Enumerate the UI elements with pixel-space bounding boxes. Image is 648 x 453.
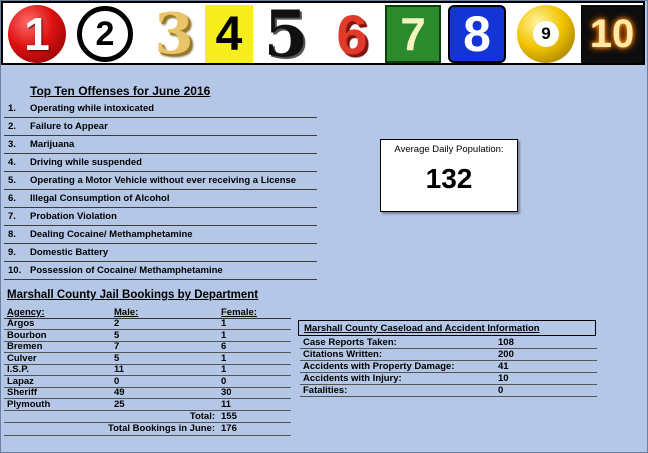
female-header: Female: [221,306,257,318]
table-row: Lapaz 0 0 [4,376,291,388]
table-row: Case Reports Taken: 108 [300,337,597,349]
offense-row: 2. Failure to Appear [4,118,317,136]
offense-row: 8. Dealing Cocaine/ Methamphetamine [4,226,317,244]
caseload-table [300,337,597,397]
table-row: Sheriff 49 30 [4,388,291,400]
offense-row: 4. Driving while suspended [4,154,317,172]
table-row: Bremen 7 6 [4,342,291,354]
number-tile-8: 8 [448,5,506,63]
adp-label: Average Daily Population: [394,144,504,155]
offense-list [4,100,317,280]
table-row: I.S.P. 11 1 [4,365,291,377]
number-tile-9: 9 [515,5,577,63]
offense-row: 3. Marijuana [4,136,317,154]
average-daily-population-box [380,139,518,212]
number-tile-2: 2 [74,5,136,63]
bookings-header-row [4,307,291,319]
total-value: 155 [221,410,237,422]
offense-row: 7. Probation Violation [4,208,317,226]
number-tile-10: 10 [581,5,643,63]
agency-header: Agency: [7,306,45,318]
total-label: Total: [189,410,215,422]
offense-row: 9. Domestic Battery [4,244,317,262]
male-header: Male: [114,306,139,318]
number-banner [1,0,645,72]
number-tile-7: 7 [385,5,441,63]
table-row: Plymouth 25 11 [4,399,291,411]
number-tile-4: 4 [205,5,253,63]
table-row: Fatalities: 0 [300,385,597,397]
adp-value: 132 [425,163,473,194]
table-row: Citations Written: 200 [300,349,597,361]
bookings-table [4,307,291,436]
number-tile-3: 3 [143,5,205,63]
bookings-title: Marshall County Jail Bookings by Department [7,289,259,301]
top-ten-title: Top Ten Offenses for June 2016 [30,84,211,98]
number-tile-5: 5 [263,0,309,72]
caseload-title: Marshall County Caseload and Accident Information [298,320,596,336]
table-row: Accidents with Injury: 10 [300,373,597,385]
offense-row: 10. Possession of Cocaine/ Methamphetamine [4,262,317,280]
offense-row: 6. Illegal Consumption of Alcohol [4,190,317,208]
table-row: Bourbon 5 1 [4,330,291,342]
june-total-label: Total Bookings in June: [108,423,215,435]
june-total-value: 176 [221,423,237,435]
offense-row: 5. Operating a Motor Vehicle without ever receiving a License [4,172,317,190]
number-tile-1: 1 [6,5,68,63]
number-tile-6: 6 [336,2,368,66]
table-row: Argos 2 1 [4,319,291,331]
offense-row: 1. Operating while intoxicated [4,100,317,118]
table-row: Accidents with Property Damage: 41 [300,361,597,373]
june-total-row [4,423,291,436]
table-row: Culver 5 1 [4,353,291,365]
bookings-total-row [4,411,291,424]
